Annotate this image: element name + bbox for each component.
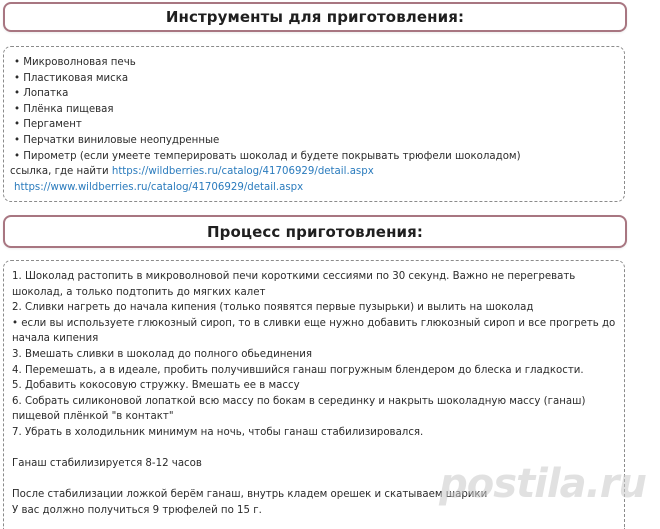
tool-item: • Пластиковая миска (14, 72, 129, 84)
tools-title: Инструменты для приготовления: (165, 8, 465, 26)
tool-item: • Пергамент (14, 119, 82, 131)
link-line (10, 164, 614, 180)
tool-item: • Пирометр (если умеете темперировать шоколад и будете покрывать трюфели шоколадом) (14, 150, 521, 162)
process-step: • если вы используете глюкозный сироп, то в сливки еще нужно добавить глюкозный сироп и все прогреть до начала кипения (12, 317, 616, 345)
process-title: Процесс приготовления: (206, 222, 423, 241)
after-note: После стабилизации ложкой берём ганаш, внутрь кладем орешек и скатываем шарики (12, 489, 488, 501)
wildberries-link-1[interactable]: https://wildberries.ru/catalog/41706929/detail.aspx (111, 166, 374, 178)
tool-item: • Лопатка (14, 88, 69, 100)
process-step: 5. Добавить кокосовую стружку. Вмешать ее в массу (12, 380, 300, 392)
process-steps-box (3, 260, 625, 529)
tool-item: • Перчатки виниловые неопудренные (14, 134, 220, 146)
wildberries-link-2[interactable]: https://www.wildberries.ru/catalog/41706929/detail.aspx (14, 181, 304, 193)
tools-list-box (3, 46, 625, 202)
count-note: У вас должно получиться 9 трюфелей по 15 г. (12, 504, 262, 516)
process-step: 6. Собрать силиконовой лопаткой всю массу по бокам в серединку и накрыть шоколадную массу (ганаш) пищевой плёнкой "в контакт" (12, 395, 586, 423)
tools-header (3, 2, 627, 32)
process-step: 3. Вмешать сливки в шоколад до полного обьединения (12, 348, 313, 360)
process-step: 4. Перемешать, а в идеале, пробить получившийся ганаш погружным блендером до блеска и гладкости. (12, 364, 584, 376)
process-step: 1. Шоколад растопить в микроволновой печи короткими сессиями по 30 секунд. Важно не перегревать шоколад, а только подтопить до мягких калет (12, 271, 576, 298)
link-prefix: ссылка, где найти (10, 166, 112, 178)
tool-item: • Плёнка пищевая (14, 103, 114, 115)
watermark-logo: postila.ru (439, 461, 646, 507)
tool-item: • Микроволновая печь (14, 57, 136, 68)
process-step: 2. Сливки нагреть до начала кипения (только появятся первые пузырьки) и вылить на шоколад (12, 302, 534, 314)
stabilize-note: Ганаш стабилизируется 8-12 часов (12, 458, 202, 470)
process-step: 7. Убрать в холодильник минимум на ночь, чтобы ганаш стабилизировался. (12, 426, 424, 438)
process-header (3, 215, 627, 248)
